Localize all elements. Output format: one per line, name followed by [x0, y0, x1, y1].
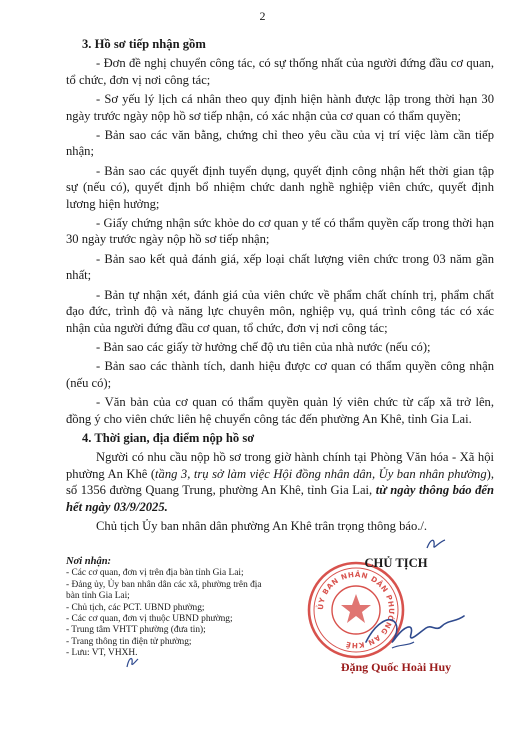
recipients-title: Nơi nhận: — [66, 556, 112, 567]
document-body — [66, 36, 494, 537]
recipients-block — [66, 556, 271, 660]
section-4-heading: 4. Thời gian, địa điểm nộp hồ sơ — [82, 430, 255, 445]
closing-initial-icon — [425, 536, 447, 552]
section-3-item: - Văn bản của cơ quan có thẩm quyền quản lý viên chức từ cấp xã trở lên, đồng ý cho viên chức liên hệ chuyển công tác đến phường An Khê, tỉnh Gia Lai. — [66, 395, 494, 426]
seal-ring-text: ỦY BAN NHÂN DÂN PHƯỜNG AN KHÊ — [315, 569, 397, 651]
signature-block — [296, 552, 496, 682]
section-3-heading: 3. Hồ sơ tiếp nhận gồm — [82, 37, 206, 51]
section-3-item: - Bản sao các thành tích, danh hiệu được cơ quan có thẩm quyền công nhận (nếu có); — [66, 359, 494, 390]
section-4-paragraph — [66, 449, 494, 515]
section-3-item: - Sơ yếu lý lịch cá nhân theo quy định hiện hành được lập trong thời hạn 30 ngày trước ngày nộp hồ sơ tiếp nhận, có xác nhận của cơ quan có thẩm quyền; — [66, 92, 494, 123]
section-3-item: - Bản sao kết quả đánh giá, xếp loại chất lượng viên chức trong 03 năm gần nhất; — [66, 251, 494, 283]
recipient-item: - Các cơ quan, đơn vị trên địa bàn tỉnh Gia Lai; — [66, 568, 244, 579]
closing-sentence: Chủ tịch Ủy ban nhân dân phường An Khê trân trọng thông báo./. — [96, 518, 428, 533]
recipient-item: - Chủ tịch, các PCT. UBND phường; — [66, 602, 205, 613]
recipient-item: - Đảng ủy, Ủy ban nhân dân các xã, phường trên địa bàn tỉnh Gia Lai; — [66, 579, 262, 602]
signer-name: Đặng Quốc Hoài Huy — [340, 660, 452, 674]
official-seal-icon — [309, 563, 403, 657]
section-4-text-a: Người có nhu cầu nộp hồ sơ trong giờ hành chính tại Phòng Văn hóa - Xã hội phường An Khê ( — [66, 450, 494, 481]
recipient-item: - Lưu: VT, VHXH. — [66, 648, 138, 659]
recipient-item: - Các cơ quan, đơn vị thuộc UBND phường; — [66, 614, 233, 625]
section-3-item: - Bản sao các văn bằng, chứng chỉ theo yêu cầu của vị trí việc làm cần tiếp nhận; — [66, 128, 494, 159]
section-3-item: - Bản tự nhận xét, đánh giá của viên chức về phẩm chất chính trị, phẩm chất đạo đức, trình độ và năng lực chuyên môn, nghiệp vụ, quá trình công tác có xác nhận của người đứng đầu cơ quan, tổ chức, đơn vị nơi công tác; — [66, 287, 494, 335]
recipient-item: - Trung tâm VHTT phường (đưa tin); — [66, 625, 206, 636]
recipients-initial-icon — [124, 654, 140, 670]
section-3-item: - Đơn đề nghị chuyển công tác, có sự thống nhất của người đứng đầu cơ quan, tổ chức, đơn vị nơi công tác; — [66, 56, 494, 87]
section-3-item: - Bản sao các giấy tờ hưởng chế độ ưu tiên của nhà nước (nếu có); — [96, 339, 431, 354]
signer-title: CHỦ TỊCH — [364, 556, 428, 570]
section-3-item: - Giấy chứng nhận sức khỏe do cơ quan y tế có thẩm quyền cấp trong thời hạn 30 ngày trước ngày nộp hồ sơ tiếp nhận; — [66, 216, 494, 247]
section-4-text-italic: tầng 3, trụ sở làm việc Hội đồng nhân dân, Ủy ban nhân phường — [155, 466, 487, 481]
section-4-text-b: ), số 1356 đường Quang Trung, phường An Khê, tỉnh Gia Lai, — [66, 466, 494, 498]
section-4-deadline: từ ngày thông báo đến hết ngày 03/9/2025. — [66, 483, 494, 514]
recipient-item: - Trang thông tin điện tử phường; — [66, 636, 192, 647]
section-3-item: - Bản sao các quyết định tuyển dụng, quyết định công nhận hết thời gian tập sự (nếu có), quyết định bổ nhiệm chức danh nghề nghiệp viên chức, quyết định lương hiện hưởng; — [66, 163, 494, 211]
page-number: 2 — [259, 9, 266, 23]
